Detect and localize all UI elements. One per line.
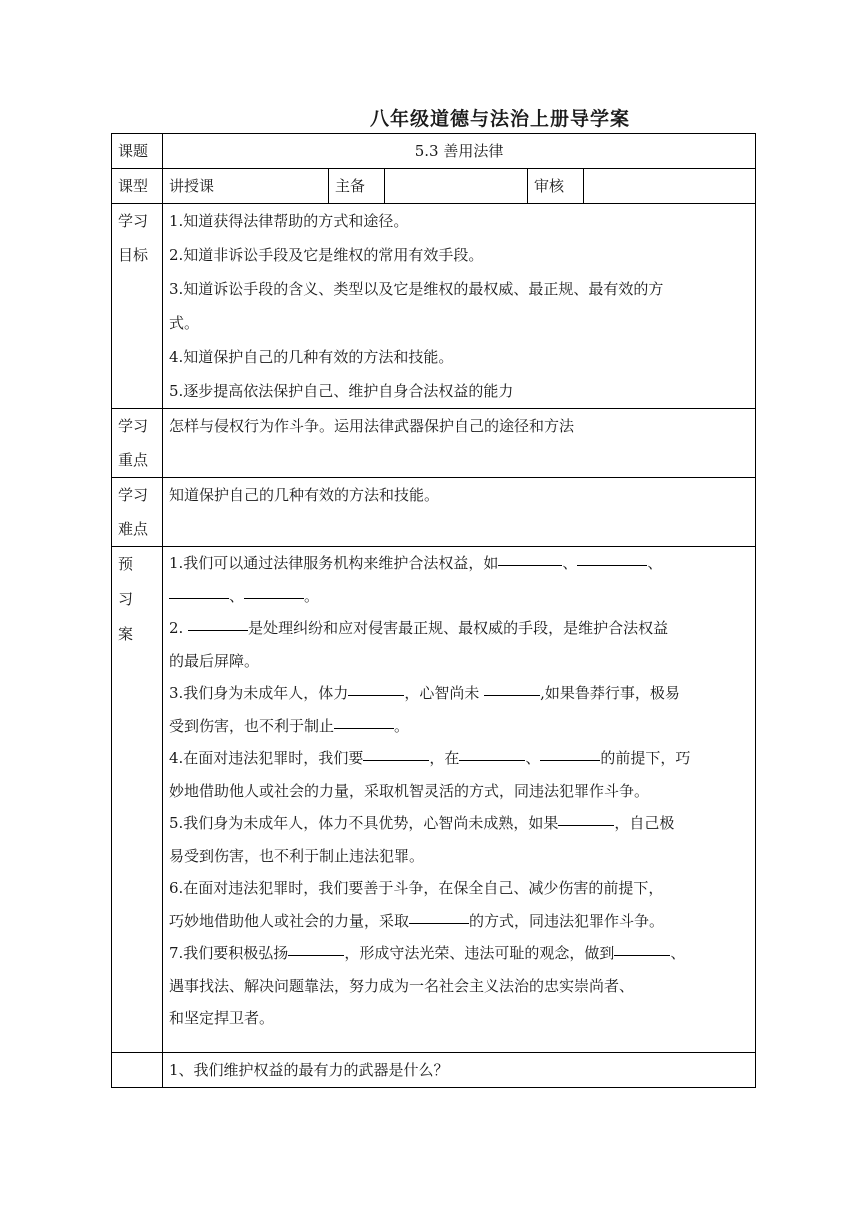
fill-blank[interactable] <box>540 759 600 761</box>
fill-blank[interactable] <box>169 597 229 599</box>
type-label: 课型 <box>112 169 163 204</box>
lesson-plan-table <box>111 133 756 1088</box>
main-preparer-label: 主备 <box>329 169 385 204</box>
row-type <box>112 169 756 204</box>
difficulties-content: 知道保护自己的几种有效的方法和技能。 <box>163 478 756 547</box>
fill-blank[interactable] <box>409 922 469 924</box>
fill-blank[interactable] <box>484 694 540 696</box>
reviewer-label: 审核 <box>528 169 584 204</box>
row-objectives <box>112 204 756 409</box>
question-label <box>112 1053 163 1088</box>
fill-blank[interactable] <box>614 954 670 956</box>
objective-item: 2.知道非诉讼手段及它是维权的常用有效手段。 <box>169 246 484 264</box>
fill-blank[interactable] <box>558 824 614 826</box>
topic-value: 5.3 善用法律 <box>163 134 756 169</box>
preview-q7-cont: 遇事找法、解决问题靠法，努力成为一名社会主义法治的忠实崇尚者、 <box>169 976 635 995</box>
objective-item: 1.知道获得法律帮助的方式和途径。 <box>169 212 409 230</box>
row-key-points <box>112 409 756 478</box>
fill-blank[interactable] <box>577 564 647 566</box>
topic-label: 课题 <box>112 134 163 169</box>
objectives-content <box>163 204 756 409</box>
document-title: 八年级道德与法治上册导学案 <box>369 108 630 130</box>
preview-q1: 1.我们可以通过法律服务机构来维护合法权益，如 、 、 <box>169 554 663 572</box>
objectives-label: 学习 目标 <box>112 204 163 409</box>
row-difficulties <box>112 478 756 547</box>
reviewer-value <box>584 169 756 204</box>
question-text: 1、我们维护权益的最有力的武器是什么？ <box>163 1053 756 1088</box>
type-value: 讲授课 <box>163 169 329 204</box>
preview-q2: 2. 是处理纠纷和应对侵害最正规、最权威的手段，是维护合法权益 <box>169 619 669 637</box>
preview-content <box>163 547 756 1053</box>
fill-blank[interactable] <box>188 629 248 631</box>
row-topic <box>112 134 756 169</box>
preview-q2-cont: 的最后屏障。 <box>169 651 260 670</box>
preview-q5: 5.我们身为未成年人，体力不具优势，心智尚未成熟，如果 ，自己极 <box>169 814 675 832</box>
objective-item: 式。 <box>169 314 200 332</box>
row-preview <box>112 547 756 1053</box>
preview-q4-cont: 妙地借助他人或社会的力量，采取机智灵活的方式，同违法犯罪作斗争。 <box>169 781 650 800</box>
fill-blank[interactable] <box>334 727 394 729</box>
preview-q7: 7.我们要积极弘扬 ，形成守法光荣、违法可耻的观念，做到 、 <box>169 944 686 962</box>
key-points-content: 怎样与侵权行为作斗争。运用法律武器保护自己的途径和方法 <box>163 409 756 478</box>
preview-q3: 3.我们身为未成年人，体力 ，心智尚未 ,如果鲁莽行事，极易 <box>169 684 680 702</box>
difficulties-label: 学习 难点 <box>112 478 163 547</box>
fill-blank[interactable] <box>348 694 404 696</box>
objective-item: 3.知道诉讼手段的含义、类型以及它是维权的最权威、最正规、最有效的方 <box>169 280 664 298</box>
preview-q7-cont2: 和坚定捍卫者。 <box>169 1009 275 1027</box>
preview-q5-cont: 易受到伤害，也不利于制止违法犯罪。 <box>169 846 425 865</box>
preview-q1-cont: 、 。 <box>169 580 749 613</box>
preview-q6: 6.在面对违法犯罪时，我们要善于斗争，在保全自己、减少伤害的前提下， <box>169 879 664 897</box>
row-question <box>112 1053 756 1088</box>
key-points-label: 学习 重点 <box>112 409 163 478</box>
fill-blank[interactable] <box>459 759 525 761</box>
objective-item: 4.知道保护自己的几种有效的方法和技能。 <box>169 348 454 366</box>
preview-label: 预 习 案 <box>112 547 163 1053</box>
preview-q3-cont: 受到伤害，也不利于制止 。 <box>169 716 410 735</box>
fill-blank[interactable] <box>244 597 304 599</box>
fill-blank[interactable] <box>498 564 562 566</box>
preview-q4: 4.在面对违法犯罪时，我们要 ，在 、 的前提下，巧 <box>169 749 691 767</box>
preview-q6-cont: 巧妙地借助他人或社会的力量，采取 的方式，同违法犯罪作斗争。 <box>169 911 665 930</box>
main-preparer-value <box>385 169 528 204</box>
fill-blank[interactable] <box>288 954 344 956</box>
fill-blank[interactable] <box>363 759 429 761</box>
objective-item: 5.逐步提高依法保护自己、维护自身合法权益的能力 <box>169 382 514 400</box>
